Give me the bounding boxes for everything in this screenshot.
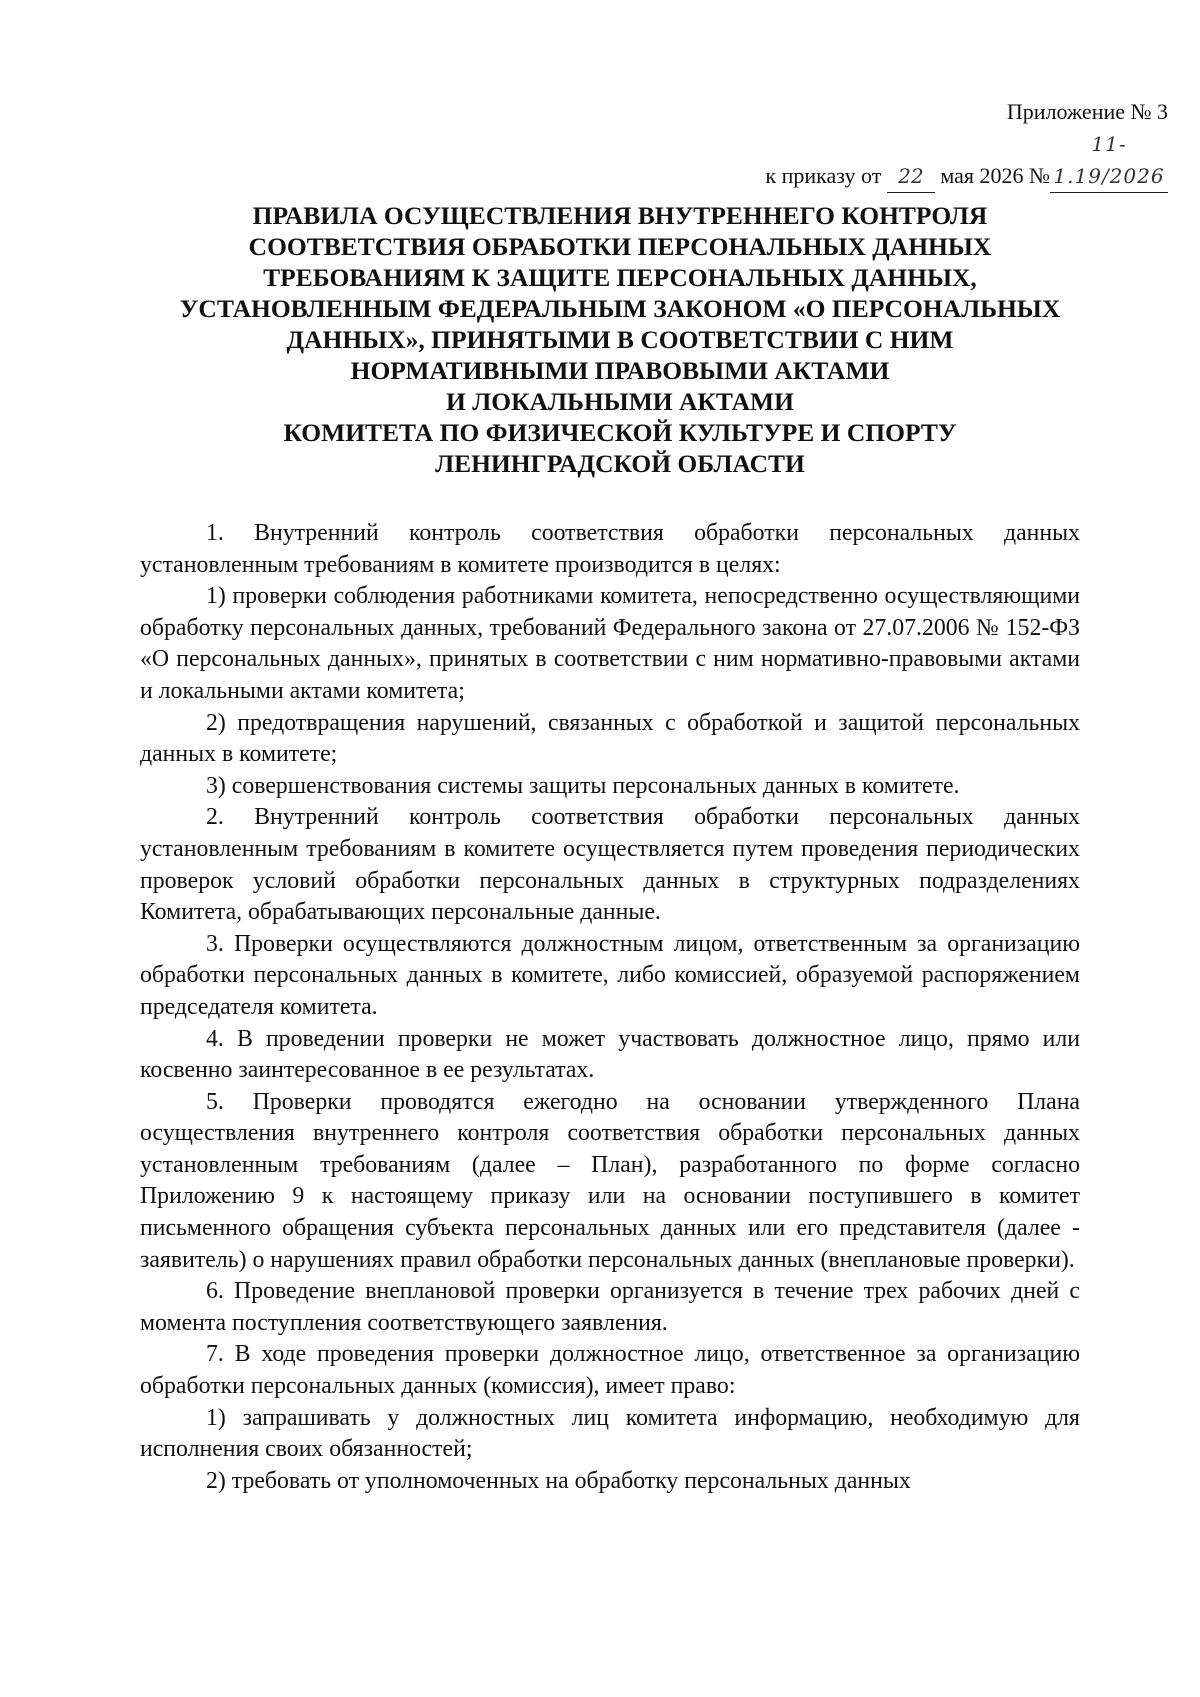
document-body [140,518,1080,1497]
order-prefix: к приказу от [765,163,882,188]
paragraph-3: 3. Проверки осуществляются должностным лицом, ответственным за организацию обработки персональных данных в комитете, либо комиссией, образуемой распоряжением председателя комитета. [140,930,1080,1020]
paragraph-7: 7. В ходе проведения проверки должностное лицо, ответственное за организацию обработки персональных данных (комиссия), имеет право: [140,1341,1080,1400]
title-line: СООТВЕТСТВИЯ ОБРАБОТКИ ПЕРСОНАЛЬНЫХ ДАННЫХ [248,232,992,261]
paragraph-1-item-3: 3) совершенствования системы защиты персональных данных в комитете. [206,772,960,799]
order-reference [688,128,1168,193]
paragraph-4: 4. В проведении проверки не может участвовать должностное лицо, прямо или косвенно заинтересованное в ее результатах. [140,1025,1080,1084]
title-line: ЛЕНИНГРАДСКОЙ ОБЛАСТИ [435,449,805,478]
handwritten-date: 22 [887,160,935,193]
paragraph-5: 5. Проверки проводятся ежегодно на основании утвержденного Плана осуществления внутреннего контроля соответствия обработки персональных данных установленным требованиям (далее – План), разработанного по форме согласно Приложению 9 к настоящему приказу или на основании поступившего в комитет письменного обращения субъекта персональных данных или его представителя (далее - заявитель) о нарушениях правил обработки персональных данных (внеплановые проверки). [140,1088,1080,1273]
title-line: КОМИТЕТА ПО ФИЗИЧЕСКОЙ КУЛЬТУРЕ И СПОРТУ [283,418,957,447]
paragraph-1-item-1: 1) проверки соблюдения работниками комитета, непосредственно осуществляющими обработку персональных данных, требований Федерального закона от 27.07.2006 № 152-ФЗ «О персональных данных», принятых в соответствии с ним нормативно-правовыми актами и локальными актами комитета; [140,583,1080,704]
title-line: НОРМАТИВНЫМИ ПРАВОВЫМИ АКТАМИ [350,356,890,385]
paragraph-2: 2. Внутренний контроль соответствия обработки персональных данных установленным требованиям в комитете осуществляется путем проведения периодических проверок условий обработки персональных данных в структурных подразделениях Комитета, обрабатывающих персональные данные. [140,804,1080,926]
title-line: И ЛОКАЛЬНЫМИ АКТАМИ [446,387,794,416]
title-line: ПРАВИЛА ОСУЩЕСТВЛЕНИЯ ВНУТРЕННЕГО КОНТРОЛЯ [252,201,988,230]
paragraph-7-item-2: 2) требовать от уполномоченных на обработку персональных данных [206,1467,911,1494]
paragraph-1: 1. Внутренний контроль соответствия обработки персональных данных установленным требованиям в комитете производится в целях: [140,520,1080,578]
title-line: УСТАНОВЛЕННЫМ ФЕДЕРАЛЬНЫМ ЗАКОНОМ «О ПЕРСОНАЛЬНЫХ [179,294,1061,323]
title-line: ДАННЫХ», ПРИНЯТЫМИ В СООТВЕТСТВИИ С НИМ [286,325,954,354]
paragraph-7-item-1: 1) запрашивать у должностных лиц комитета информацию, необходимую для исполнения своих обязанностей; [140,1404,1080,1463]
order-month-year: мая 2026 № [940,163,1050,188]
document-title [160,200,1080,479]
appendix-number: Приложение № 3 [1006,99,1168,124]
paragraph-6: 6. Проведение внеплановой проверки организуется в течение трех рабочих дней с момента поступления соответствующего заявления. [140,1278,1080,1336]
handwritten-order-number: 11-1.19/2026 [1050,128,1168,193]
appendix-header [688,96,1168,193]
title-line: ТРЕБОВАНИЯМ К ЗАЩИТЕ ПЕРСОНАЛЬНЫХ ДАННЫХ, [263,263,977,292]
paragraph-1-item-2: 2) предотвращения нарушений, связанных с обработкой и защитой персональных данных в комитете; [140,709,1080,768]
